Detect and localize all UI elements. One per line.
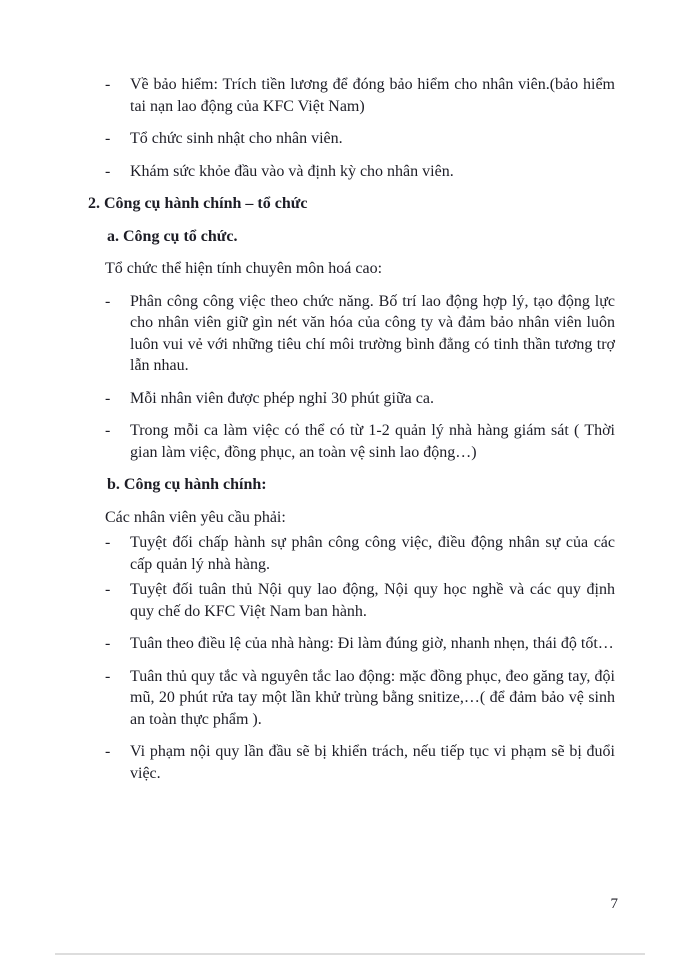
bullet-item bbox=[88, 633, 615, 655]
bullet-text: Tuyệt đối tuân thủ Nội quy lao động, Nội quy học nghề và các quy định quy chế do KFC Việt Nam ban hành. bbox=[130, 581, 615, 620]
sub-section-heading: b. Công cụ hành chính: bbox=[107, 476, 267, 493]
page-number: 7 bbox=[610, 896, 618, 912]
bullet-text: Vi phạm nội quy lần đầu sẽ bị khiển trách, nếu tiếp tục vi phạm sẽ bị đuổi việc. bbox=[130, 743, 615, 782]
paragraph-text: Các nhân viên yêu cầu phải: bbox=[105, 508, 286, 526]
bullet-dash: - bbox=[105, 130, 111, 147]
bullet-dash: - bbox=[105, 635, 111, 652]
bullet-item bbox=[88, 532, 615, 575]
bullet-dash: - bbox=[105, 534, 111, 551]
bullet-dash: - bbox=[105, 162, 111, 180]
bullet-text: Khám sức khỏe đầu vào và định kỳ cho nhân viên. bbox=[130, 162, 454, 180]
bullet-text: Tuân theo điều lệ của nhà hàng: Đi làm đúng giờ, nhanh nhẹn, thái độ tốt… bbox=[130, 635, 614, 652]
bullet-dash: - bbox=[105, 743, 111, 760]
section-heading: 2. Công cụ hành chính – tổ chức bbox=[88, 195, 308, 212]
paragraph-text: Tổ chức thể hiện tính chuyên môn hoá cao: bbox=[105, 260, 383, 277]
bullet-text: Mỗi nhân viên được phép nghỉ 30 phút giữa ca. bbox=[130, 389, 434, 407]
bottom-page-edge-divider bbox=[55, 953, 645, 955]
bullet-dash: - bbox=[105, 581, 111, 598]
bullet-dash: - bbox=[105, 422, 111, 439]
bullet-dash: - bbox=[105, 76, 111, 93]
bullet-item bbox=[88, 388, 615, 410]
bullet-item bbox=[88, 741, 615, 784]
bullet-text: Tuyệt đối chấp hành sự phân công công việc, điều động nhân sự của các cấp quản lý nhà hàng. bbox=[130, 534, 615, 573]
document-content bbox=[88, 74, 615, 795]
bullet-item bbox=[88, 161, 615, 183]
bullet-item bbox=[88, 291, 615, 377]
bullet-item bbox=[88, 420, 615, 463]
bullet-item bbox=[88, 579, 615, 622]
bullet-text: Về bảo hiểm: Trích tiền lương để đóng bảo hiểm cho nhân viên.(bảo hiểm tai nạn lao động của KFC Việt Nam) bbox=[130, 76, 615, 115]
sub-section-heading: a. Công cụ tổ chức. bbox=[107, 227, 238, 245]
bullet-dash: - bbox=[105, 389, 111, 407]
bullet-text: Trong mỗi ca làm việc có thể có từ 1-2 quản lý nhà hàng giám sát ( Thời gian làm việc, đồng phục, an toàn vệ sinh lao động…) bbox=[130, 422, 615, 461]
bullet-item bbox=[88, 666, 615, 731]
bullet-text: Tuân thủ quy tắc và nguyên tắc lao động: mặc đồng phục, đeo găng tay, đội mũ, 20 phút rửa tay một lần khử trùng bằng snitize,…( để đảm bảo vệ sinh an toàn thực phẩm ). bbox=[130, 667, 615, 728]
bullet-text: Phân công công việc theo chức năng. Bố trí lao động hợp lý, tạo động lực cho nhân viên giữ gìn nét văn hóa của công ty và đảm bảo nhân viên luôn luôn vui vẻ với những tiêu chí môi trường bình đẳng có tinh thần tương trợ lẫn nhau. bbox=[130, 292, 615, 374]
bullet-dash: - bbox=[105, 667, 111, 685]
bullet-dash: - bbox=[105, 292, 111, 310]
bullet-item bbox=[88, 74, 615, 117]
bullet-text: Tổ chức sinh nhật cho nhân viên. bbox=[130, 130, 343, 147]
bullet-item bbox=[88, 128, 615, 150]
